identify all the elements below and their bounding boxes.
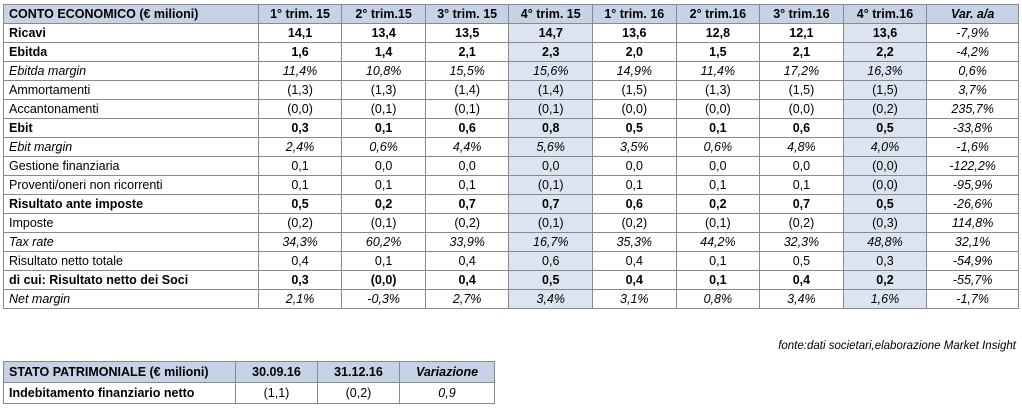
table-row bbox=[4, 271, 1019, 290]
row-label: Risultato ante imposte bbox=[4, 195, 259, 214]
cell-value: 0,1 bbox=[258, 157, 342, 176]
cell-value: (0,0) bbox=[676, 100, 760, 119]
cell-value: 16,7% bbox=[509, 233, 593, 252]
cell-value: 0,6% bbox=[342, 138, 426, 157]
cell-value: 0,8 bbox=[509, 119, 593, 138]
cell-value: 10,8% bbox=[342, 62, 426, 81]
column-header-q2-15: 2° trim.15 bbox=[342, 5, 426, 24]
cell-value: (0,1) bbox=[342, 214, 426, 233]
cell-value: 12,1 bbox=[760, 24, 844, 43]
cell-value: 0,6 bbox=[425, 119, 509, 138]
cell-value: 13,6 bbox=[593, 24, 677, 43]
cell-value: (1,5) bbox=[593, 81, 677, 100]
cell-variation: 0,6% bbox=[927, 62, 1019, 81]
row-label: Ebit margin bbox=[4, 138, 259, 157]
cell-value: 0,6 bbox=[509, 252, 593, 271]
cell-value: 0,1 bbox=[258, 176, 342, 195]
cell-value: 0,6 bbox=[593, 195, 677, 214]
cell-variation: -26,6% bbox=[927, 195, 1019, 214]
cell-value: 0,5 bbox=[593, 119, 677, 138]
row-label: Imposte bbox=[4, 214, 259, 233]
cell-value: (0,1) bbox=[509, 100, 593, 119]
cell-value: 2,4% bbox=[258, 138, 342, 157]
cell-value: 0,6 bbox=[760, 119, 844, 138]
cell-value: (0,2) bbox=[760, 214, 844, 233]
table-row bbox=[4, 233, 1019, 252]
cell-value: 0,8% bbox=[676, 290, 760, 309]
table-header-row bbox=[4, 362, 495, 383]
cell-value: (1,3) bbox=[342, 81, 426, 100]
cell-value: 3,5% bbox=[593, 138, 677, 157]
cell-value: 14,7 bbox=[509, 24, 593, 43]
cell-value: 0,1 bbox=[342, 252, 426, 271]
cell-value: (0,0) bbox=[843, 157, 927, 176]
cell-value: 0,5 bbox=[509, 271, 593, 290]
cell-variation: -54,9% bbox=[927, 252, 1019, 271]
cell-value: 0,3 bbox=[843, 252, 927, 271]
cell-value: (1,1) bbox=[236, 383, 318, 404]
cell-value: 11,4% bbox=[676, 62, 760, 81]
cell-value: 0,3 bbox=[258, 119, 342, 138]
cell-value: (0,1) bbox=[509, 176, 593, 195]
cell-value: 0,1 bbox=[342, 119, 426, 138]
cell-value: 33,9% bbox=[425, 233, 509, 252]
cell-value: (0,0) bbox=[258, 100, 342, 119]
cell-variation: -1,7% bbox=[927, 290, 1019, 309]
cell-variation: 235,7% bbox=[927, 100, 1019, 119]
cell-value: 0,0 bbox=[593, 157, 677, 176]
cell-value: 0,0 bbox=[760, 157, 844, 176]
cell-value: 0,5 bbox=[843, 195, 927, 214]
cell-value: 0,2 bbox=[342, 195, 426, 214]
column-header-30-09-16: 30.09.16 bbox=[236, 362, 318, 383]
cell-variation: -4,2% bbox=[927, 43, 1019, 62]
cell-value: 13,5 bbox=[425, 24, 509, 43]
cell-value: (0,1) bbox=[676, 214, 760, 233]
cell-value: 48,8% bbox=[843, 233, 927, 252]
cell-value: 17,2% bbox=[760, 62, 844, 81]
table-row bbox=[4, 383, 495, 404]
cell-value: (1,3) bbox=[676, 81, 760, 100]
cell-value: (0,1) bbox=[509, 214, 593, 233]
cell-value: 2,0 bbox=[593, 43, 677, 62]
cell-value: 0,4 bbox=[425, 252, 509, 271]
row-label: Gestione finanziaria bbox=[4, 157, 259, 176]
cell-variation: -33,8% bbox=[927, 119, 1019, 138]
cell-value: 2,7% bbox=[425, 290, 509, 309]
cell-value: 2,1 bbox=[425, 43, 509, 62]
table-row bbox=[4, 252, 1019, 271]
row-label: Ricavi bbox=[4, 24, 259, 43]
cell-value: (0,1) bbox=[342, 100, 426, 119]
cell-value: 0,0 bbox=[509, 157, 593, 176]
cell-value: (1,5) bbox=[843, 81, 927, 100]
cell-value: (0,1) bbox=[425, 100, 509, 119]
cell-value: 0,0 bbox=[425, 157, 509, 176]
cell-value: 11,4% bbox=[258, 62, 342, 81]
cell-value: (0,2) bbox=[425, 214, 509, 233]
column-header-q3-15: 3° trim. 15 bbox=[425, 5, 509, 24]
cell-value: (0,2) bbox=[593, 214, 677, 233]
cell-value: 1,6% bbox=[843, 290, 927, 309]
cell-value: 13,6 bbox=[843, 24, 927, 43]
cell-value: 1,5 bbox=[676, 43, 760, 62]
cell-value: (1,4) bbox=[509, 81, 593, 100]
cell-value: 4,0% bbox=[843, 138, 927, 157]
cell-value: 2,1% bbox=[258, 290, 342, 309]
row-label: Ebit bbox=[4, 119, 259, 138]
column-header-q2-16: 2° trim.16 bbox=[676, 5, 760, 24]
cell-value: 0,6% bbox=[676, 138, 760, 157]
cell-value: 0,1 bbox=[676, 271, 760, 290]
cell-value: (0,0) bbox=[593, 100, 677, 119]
row-label: Risultato netto totale bbox=[4, 252, 259, 271]
cell-value: (0,0) bbox=[342, 271, 426, 290]
cell-value: 60,2% bbox=[342, 233, 426, 252]
column-header-31-12-16: 31.12.16 bbox=[318, 362, 400, 383]
cell-value: (0,0) bbox=[760, 100, 844, 119]
column-header-q4-16: 4° trim.16 bbox=[843, 5, 927, 24]
cell-value: (0,3) bbox=[843, 214, 927, 233]
cell-value: (0,2) bbox=[318, 383, 400, 404]
cell-variation: 3,7% bbox=[927, 81, 1019, 100]
cell-value: (1,4) bbox=[425, 81, 509, 100]
cell-value: (1,5) bbox=[760, 81, 844, 100]
cell-value: 3,4% bbox=[509, 290, 593, 309]
column-header-q1-15: 1° trim. 15 bbox=[258, 5, 342, 24]
cell-value: 0,4 bbox=[593, 252, 677, 271]
table-header-row bbox=[4, 5, 1019, 24]
cell-variation: 32,1% bbox=[927, 233, 1019, 252]
row-label: Ebitda margin bbox=[4, 62, 259, 81]
income-statement-title: CONTO ECONOMICO (€ milioni) bbox=[4, 5, 259, 24]
cell-variation: 0,9 bbox=[400, 383, 495, 404]
balance-sheet-title: STATO PATRIMONIALE (€ milioni) bbox=[4, 362, 236, 383]
cell-value: 14,9% bbox=[593, 62, 677, 81]
cell-value: 0,1 bbox=[676, 176, 760, 195]
cell-value: 0,7 bbox=[509, 195, 593, 214]
cell-variation: -95,9% bbox=[927, 176, 1019, 195]
cell-variation: -55,7% bbox=[927, 271, 1019, 290]
cell-value: 16,3% bbox=[843, 62, 927, 81]
row-label: Tax rate bbox=[4, 233, 259, 252]
table-row bbox=[4, 24, 1019, 43]
cell-value: 0,7 bbox=[760, 195, 844, 214]
balance-sheet-table bbox=[3, 361, 495, 404]
row-label: Accantonamenti bbox=[4, 100, 259, 119]
cell-value: (0,2) bbox=[843, 100, 927, 119]
table-row bbox=[4, 119, 1019, 138]
cell-value: 0,4 bbox=[258, 252, 342, 271]
row-label: di cui: Risultato netto dei Soci bbox=[4, 271, 259, 290]
column-header-q3-16: 3° trim.16 bbox=[760, 5, 844, 24]
cell-value: 2,3 bbox=[509, 43, 593, 62]
cell-value: (0,0) bbox=[843, 176, 927, 195]
cell-value: 0,5 bbox=[760, 252, 844, 271]
row-label: Proventi/oneri non ricorrenti bbox=[4, 176, 259, 195]
cell-value: 2,2 bbox=[843, 43, 927, 62]
column-header-variation: Variazione bbox=[400, 362, 495, 383]
cell-value: 0,0 bbox=[342, 157, 426, 176]
cell-value: 15,5% bbox=[425, 62, 509, 81]
cell-value: 15,6% bbox=[509, 62, 593, 81]
row-label: Ammortamenti bbox=[4, 81, 259, 100]
cell-value: 1,4 bbox=[342, 43, 426, 62]
row-label: Net margin bbox=[4, 290, 259, 309]
cell-variation: -122,2% bbox=[927, 157, 1019, 176]
cell-value: -0,3% bbox=[342, 290, 426, 309]
cell-value: 34,3% bbox=[258, 233, 342, 252]
cell-value: 5,6% bbox=[509, 138, 593, 157]
cell-value: 0,1 bbox=[760, 176, 844, 195]
table-row bbox=[4, 43, 1019, 62]
cell-value: 0,1 bbox=[676, 119, 760, 138]
cell-value: 1,6 bbox=[258, 43, 342, 62]
cell-value: 0,4 bbox=[425, 271, 509, 290]
income-statement-table bbox=[3, 4, 1019, 309]
cell-value: 0,7 bbox=[425, 195, 509, 214]
column-header-q1-16: 1° trim. 16 bbox=[593, 5, 677, 24]
cell-value: (1,3) bbox=[258, 81, 342, 100]
cell-value: 2,1 bbox=[760, 43, 844, 62]
cell-value: 0,5 bbox=[843, 119, 927, 138]
source-note: fonte:dati societari,elaborazione Market Insight bbox=[778, 340, 1016, 352]
cell-value: 0,4 bbox=[760, 271, 844, 290]
cell-value: 4,4% bbox=[425, 138, 509, 157]
row-label: Ebitda bbox=[4, 43, 259, 62]
cell-value: 0,3 bbox=[258, 271, 342, 290]
cell-value: 0,4 bbox=[593, 271, 677, 290]
cell-variation: -1,6% bbox=[927, 138, 1019, 157]
table-row bbox=[4, 100, 1019, 119]
cell-value: 0,1 bbox=[342, 176, 426, 195]
row-label: Indebitamento finanziario netto bbox=[4, 383, 236, 404]
cell-variation: 114,8% bbox=[927, 214, 1019, 233]
cell-value: 32,3% bbox=[760, 233, 844, 252]
column-header-variation: Var. a/a bbox=[927, 5, 1019, 24]
cell-value: 0,5 bbox=[258, 195, 342, 214]
table-row bbox=[4, 214, 1019, 233]
cell-value: 3,4% bbox=[760, 290, 844, 309]
cell-value: 0,1 bbox=[593, 176, 677, 195]
table-row bbox=[4, 62, 1019, 81]
cell-value: 0,1 bbox=[425, 176, 509, 195]
cell-value: 35,3% bbox=[593, 233, 677, 252]
cell-value: 0,0 bbox=[676, 157, 760, 176]
cell-value: 0,2 bbox=[843, 271, 927, 290]
cell-value: 13,4 bbox=[342, 24, 426, 43]
cell-value: 44,2% bbox=[676, 233, 760, 252]
cell-value: 0,1 bbox=[676, 252, 760, 271]
cell-value: 4,8% bbox=[760, 138, 844, 157]
table-row bbox=[4, 157, 1019, 176]
cell-value: 0,2 bbox=[676, 195, 760, 214]
table-row bbox=[4, 81, 1019, 100]
table-row bbox=[4, 195, 1019, 214]
column-header-q4-15: 4° trim. 15 bbox=[509, 5, 593, 24]
cell-value: 12,8 bbox=[676, 24, 760, 43]
table-row bbox=[4, 138, 1019, 157]
table-row bbox=[4, 176, 1019, 195]
cell-variation: -7,9% bbox=[927, 24, 1019, 43]
cell-value: (0,2) bbox=[258, 214, 342, 233]
cell-value: 14,1 bbox=[258, 24, 342, 43]
table-row bbox=[4, 290, 1019, 309]
cell-value: 3,1% bbox=[593, 290, 677, 309]
